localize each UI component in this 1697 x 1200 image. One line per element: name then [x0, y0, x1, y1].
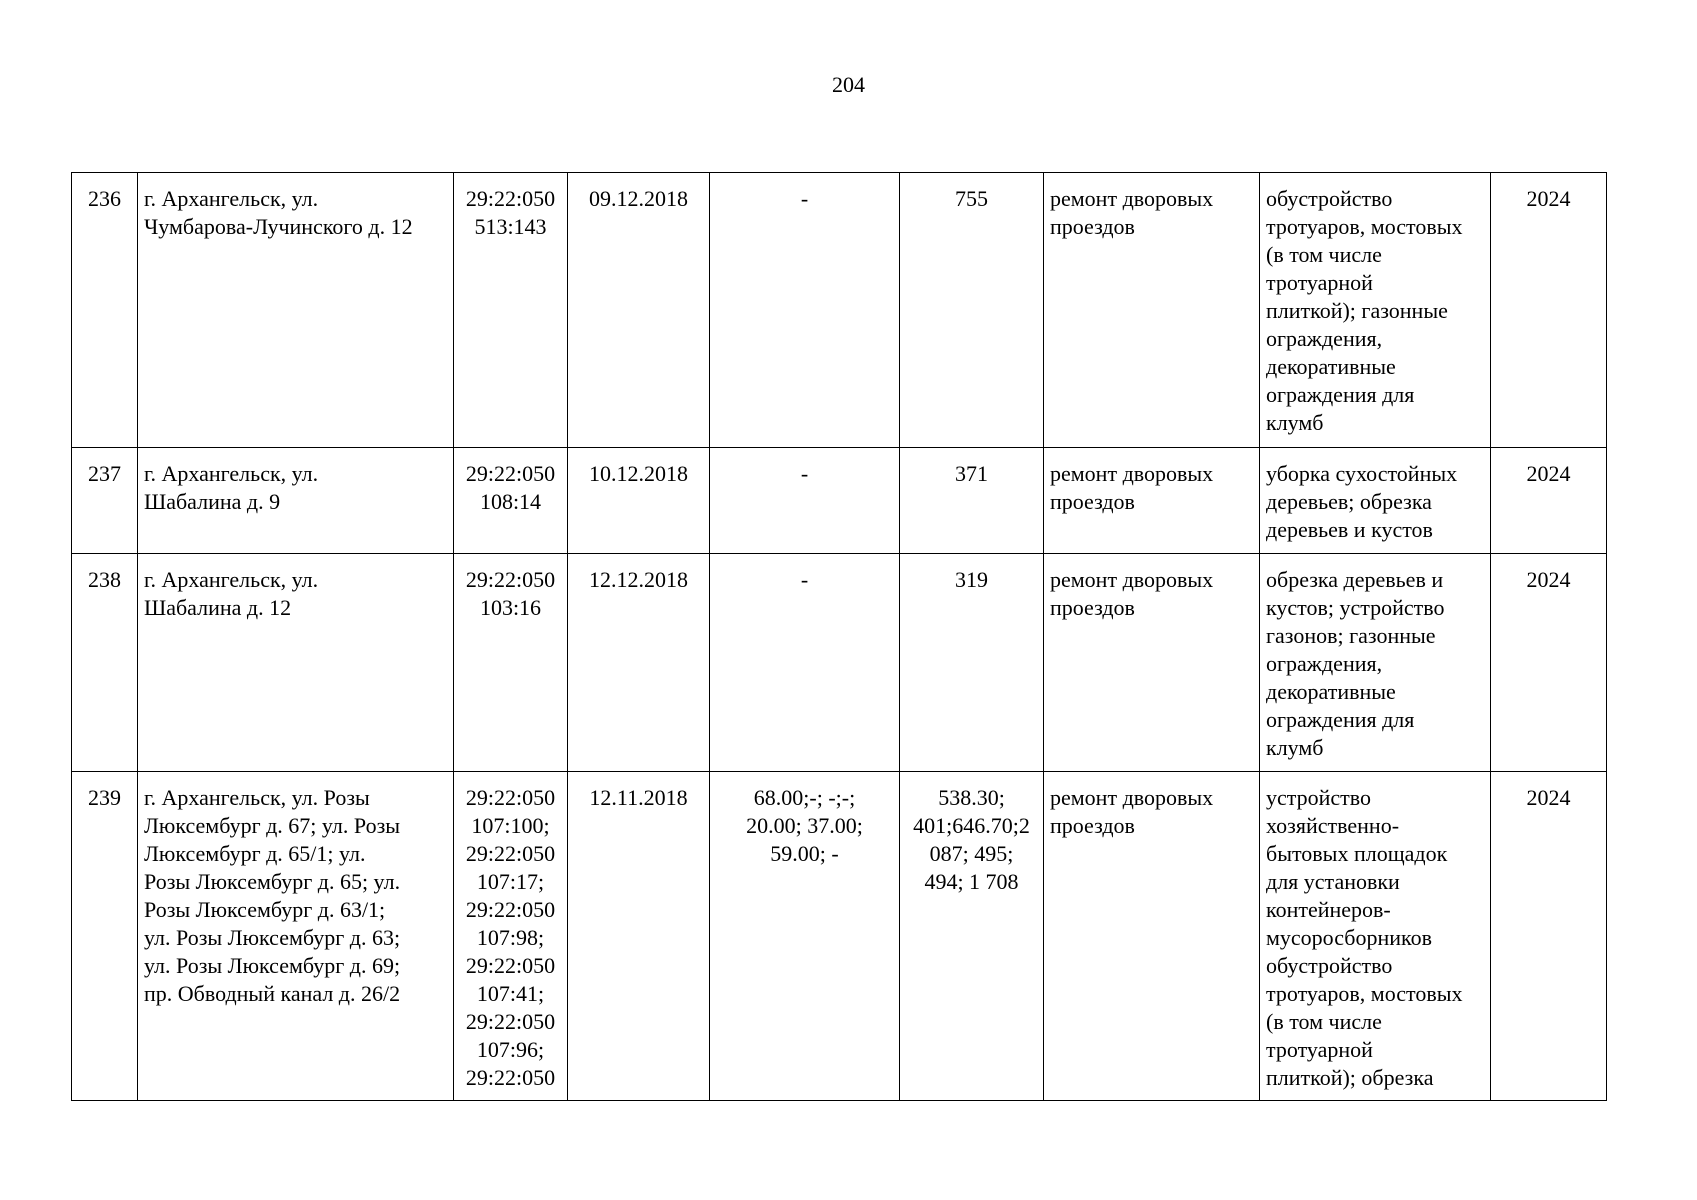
table-row — [72, 772, 1607, 1101]
cadastral-number-cell: 29:22:050 107:100; 29:22:050 107:17; 29:22:050 107:98; 29:22:050 107:41; 29:22:050 107:96; 29:22:050 — [454, 772, 568, 1101]
table-row — [72, 448, 1607, 554]
improvement-cell: обустройство тротуаров, мостовых (в том числе тротуарной плиткой); газонные ограждения, декоративные ограждения для клумб — [1260, 173, 1491, 448]
date-cell: 12.12.2018 — [568, 554, 710, 772]
area-cell: - — [710, 554, 900, 772]
work-type-cell: ремонт дворовых проездов — [1044, 173, 1260, 448]
date-cell: 09.12.2018 — [568, 173, 710, 448]
address-cell: г. Архангельск, ул. Шабалина д. 9 — [138, 448, 454, 554]
year-cell: 2024 — [1491, 173, 1607, 448]
area-cell: - — [710, 173, 900, 448]
work-type-cell: ремонт дворовых проездов — [1044, 554, 1260, 772]
work-type-cell: ремонт дворовых проездов — [1044, 772, 1260, 1101]
date-cell: 12.11.2018 — [568, 772, 710, 1101]
improvement-table — [71, 172, 1607, 1101]
address-cell: г. Архангельск, ул. Чумбарова-Лучинского д. 12 — [138, 173, 454, 448]
improvement-cell: уборка сухостойных деревьев; обрезка деревьев и кустов — [1260, 448, 1491, 554]
row-number-cell: 239 — [72, 772, 138, 1101]
improvement-cell: обрезка деревьев и кустов; устройство газонов; газонные ограждения, декоративные ограждения для клумб — [1260, 554, 1491, 772]
date-cell: 10.12.2018 — [568, 448, 710, 554]
cadastral-number-cell: 29:22:050 513:143 — [454, 173, 568, 448]
row-number-cell: 237 — [72, 448, 138, 554]
year-cell: 2024 — [1491, 448, 1607, 554]
page-number: 204 — [832, 72, 865, 97]
cadastral-number-cell: 29:22:050 108:14 — [454, 448, 568, 554]
table-row — [72, 173, 1607, 448]
improvement-cell: устройство хозяйственно- бытовых площадок для установки контейнеров- мусоросборников обустройство тротуаров, мостовых (в том числе тротуарной плиткой); обрезка — [1260, 772, 1491, 1101]
address-cell: г. Архангельск, ул. Шабалина д. 12 — [138, 554, 454, 772]
address-cell: г. Архангельск, ул. Розы Люксембург д. 67; ул. Розы Люксембург д. 65/1; ул. Розы Люксембург д. 65; ул. Розы Люксембург д. 63/1; ул. Розы Люксембург д. 63; ул. Розы Люксембург д. 69; пр. Обводный канал д. 26/2 — [138, 772, 454, 1101]
cadastral-number-cell: 29:22:050 103:16 — [454, 554, 568, 772]
row-number-cell: 236 — [72, 173, 138, 448]
size-cell: 538.30; 401;646.70;2 087; 495; 494; 1 708 — [900, 772, 1044, 1101]
work-type-cell: ремонт дворовых проездов — [1044, 448, 1260, 554]
table-row — [72, 554, 1607, 772]
size-cell: 371 — [900, 448, 1044, 554]
area-cell: - — [710, 448, 900, 554]
area-cell: 68.00;-; -;-; 20.00; 37.00; 59.00; - — [710, 772, 900, 1101]
size-cell: 755 — [900, 173, 1044, 448]
year-cell: 2024 — [1491, 772, 1607, 1101]
size-cell: 319 — [900, 554, 1044, 772]
row-number-cell: 238 — [72, 554, 138, 772]
year-cell: 2024 — [1491, 554, 1607, 772]
